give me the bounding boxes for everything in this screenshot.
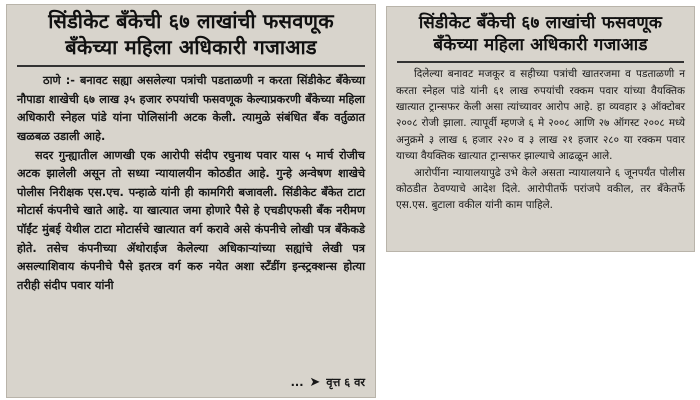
continuation-dots: ...	[290, 376, 304, 389]
arrow-right-icon: ➤	[309, 375, 321, 390]
newspaper-clipping-right	[386, 6, 695, 252]
article-body	[387, 66, 694, 214]
clipping-subheadline: बँकेच्या महिला अधिकारी गजाआड	[65, 34, 317, 59]
headline-divider	[17, 65, 365, 67]
article-paragraph-1	[17, 72, 365, 146]
newspaper-clipping-left	[6, 4, 376, 398]
article-paragraph-1: दिलेल्या बनावट मजकूर व सहीच्या पत्रांची खातरजमा व पडताळणी न करता स्नेहल पांडे यांनी ६१ लाख रुपयांची रक्कम पवार यांच्या वैयक्तिक खात्यात ट्रान्सफर केली असा त्यांच्यावर आरोप आहे. हा व्यवहार ३ ऑक्टोबर २००८ रोजी झाला. त्यापूर्वी म्हणजे ६ मे २००८ आणि २७ ऑगस्ट २००८ मध्ये अनुक्रमे ३ लाख ६ हजार २२० व ३ लाख २१ हजार २८० या रक्कम पवार याच्या वैयक्तिक खात्यात ट्रान्सफर झाल्याचे आढळून आले.	[396, 68, 685, 163]
article-paragraph-2: आरोपींना न्यायालयापुढे उभे केले असता न्यायालयाने ६ जूनपर्यंत पोलीस कोठडीत ठेवण्याचे आदेश दिले. आरोपीतर्फे परांजपे वकील, तर बँकेतर्फे एस.एस. बुटाला वकील यांनी काम पाहिले.	[396, 166, 685, 212]
clipping-headline: सिंडीकेट बँकेची ६७ लाखांची फसवणूक	[48, 9, 334, 33]
article-paragraph-2: सदर गुन्ह्यातील आणखी एक आरोपी संदीप रघुनाथ पवार यास ५ मार्च रोजीच अटक झालेली असून तो सध्या न्यायालयीन कोठडीत आहे. गुन्हे अन्वेषण शाखेचे पोलीस निरीक्षक एस.एच. पन्हाळे यांनी ही कामगिरी बजावली. सिंडीकेट बँकेत टाटा मोटार्स कंपनीचे खाते आहे. या खात्यात जमा होणारे पैसे हे एचडीएफसी बँक नरीमण पॉईंट मुंबई येथील टाटा मोटार्सचे खात्यात वर्ग करावे असे कंपनीचे लोखी पत्र बँकेकडे होते. तसेच कंपनीच्या ॲथोराईज केलेल्या अधिकाऱ्यांच्या सह्यांचे लेखी पत्र असल्याशिवाय कंपनीचे पैसे इतरत्र वर्ग करु नयेत अशा स्टँडींग इन्स्ट्रक्शन्स होत्या तरीही संदीप पवार यांनी	[17, 148, 365, 292]
headline-divider	[397, 61, 684, 63]
dateline: ठाणे :-	[43, 74, 75, 88]
article-body	[7, 70, 375, 295]
clipping-headline: सिंडीकेट बँकेची ६७ लाखांची फसवणूक	[418, 13, 663, 33]
clipping-subheadline: बँकेच्या महिला अधिकारी गजाआड	[433, 35, 648, 56]
paragraph-text: बनावट सह्या असलेल्या पत्रांची पडताळणी न करता सिंडीकेट बँकेच्या नौपाडा शाखेची ६७ लाख ३५ हजार रुपयांची फसवणूक केल्याप्रकरणी बँकेच्या महिला अधिकारी स्नेहल पांडे यांना पोलिसांनी अटक केली. त्यामुळे संबंधित बँक वर्तुळात खळबळ उडाली आहे.	[17, 74, 366, 143]
continuation-note	[287, 374, 365, 392]
continued-on-page: वृत्त ६ वर	[326, 376, 365, 389]
